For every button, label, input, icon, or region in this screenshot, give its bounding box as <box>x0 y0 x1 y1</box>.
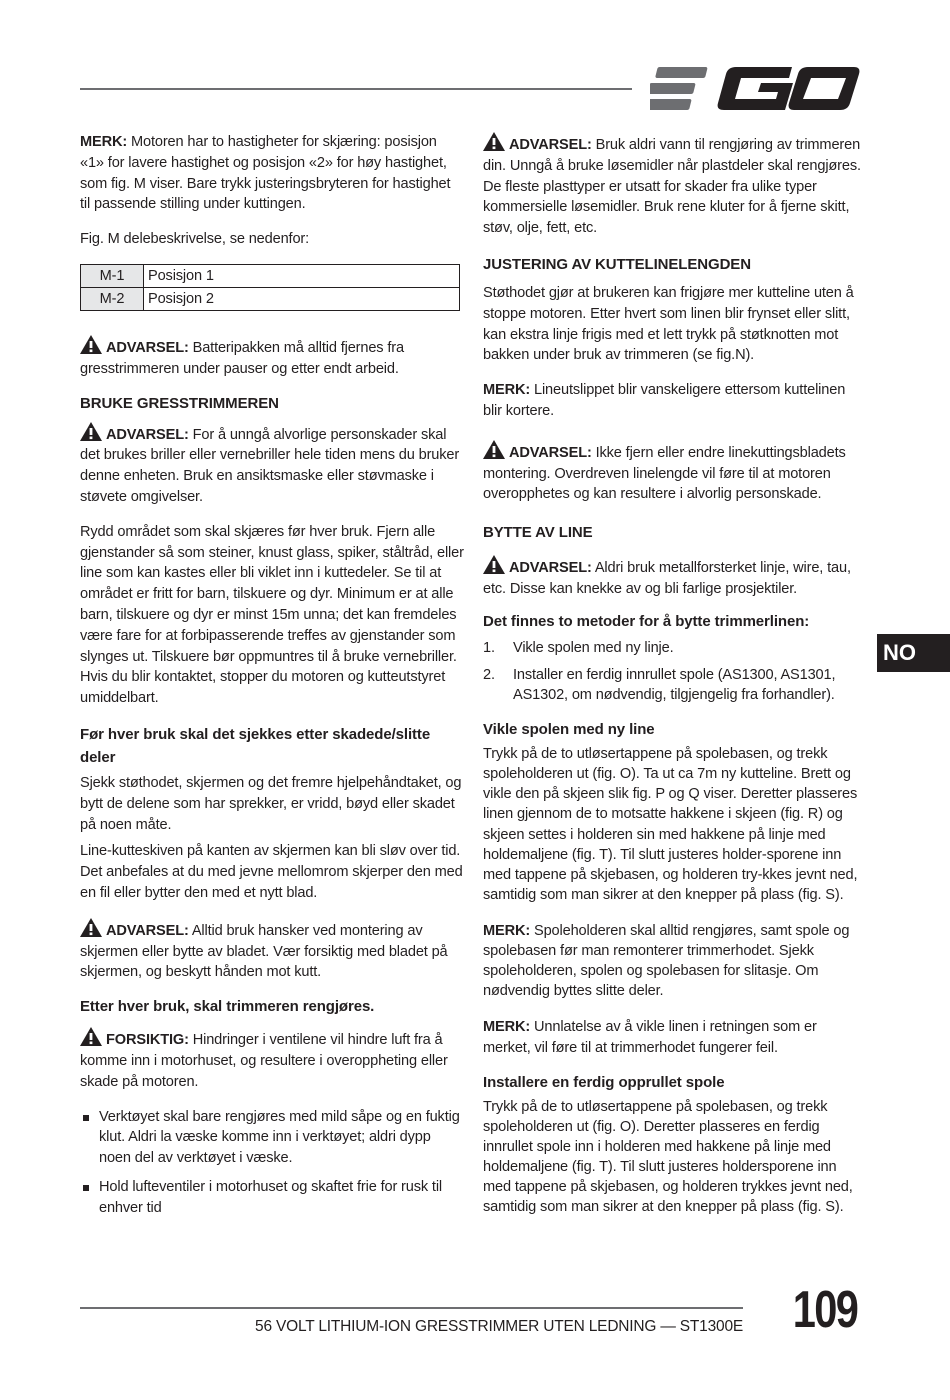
footer-rule <box>80 1307 743 1309</box>
part-code: M-1 <box>81 264 144 287</box>
fig-m-caption: Fig. M delebeskrivelse, se nedenfor: <box>80 231 310 248</box>
part-code: M-2 <box>81 287 144 310</box>
warning-triangle-icon <box>80 335 102 354</box>
warning-triangle-icon <box>483 132 505 151</box>
warning-label: ADVARSEL: <box>106 426 189 443</box>
footer-title: 56 VOLT LITHIUM-ION GRESSTRIMMER UTEN LEDNING — ST1300E <box>255 1318 743 1335</box>
section-heading: JUSTERING AV KUTTELINELENGDEN <box>483 255 751 273</box>
list-item <box>483 638 867 659</box>
warning-label: ADVARSEL: <box>509 444 592 461</box>
warning-triangle-icon <box>80 1027 102 1046</box>
left-column <box>80 132 464 1226</box>
warning-paragraph <box>483 132 867 239</box>
warning-triangle-icon <box>80 918 102 937</box>
parts-table <box>80 264 460 311</box>
methods-list <box>483 638 867 706</box>
cleaning-bullet-list <box>80 1107 464 1219</box>
note-text: Spoleholderen skal alltid rengjøres, samt spole og spolebasen før man remonterer trimmerhodet. Sjekk spoleholderen, spolen og spolebasen for slitasje. Om nødvendig byttes slitte deler. <box>483 922 850 1000</box>
body-paragraph: Rydd området som skal skjæres før hver bruk. Fjern alle gjenstander så som steiner, knust glass, spiker, ståltråd, eller line som kan kastes eller bli viklet inn i kuttedeler. Se til at området er fritt for barn, tilskuere og dyr. Minimum er at alle barn, tilskuere og dyr er minst 15m unna; det kan fremdeles være fare for at forbipasserende treffes av gjenstander som slynges ut. Tilskuere bør oppmuntres til å bruke vernebriller. Hvis du blir kontaktet, stopper du motoren og kutteutstyret umiddelbart. <box>80 523 464 707</box>
warning-paragraph <box>80 422 464 508</box>
list-item <box>483 665 867 707</box>
subsection-heading: Før hver bruk skal det sjekkes etter skadede/slitte deler <box>80 725 431 766</box>
note-text: Lineutslippet blir vanskeligere ettersom kuttelinen blir kortere. <box>483 382 846 419</box>
part-description: Posisjon 2 <box>144 287 460 310</box>
list-item-text: Vikle spolen med ny linje. <box>513 639 674 656</box>
note-paragraph <box>483 1017 867 1059</box>
warning-triangle-icon <box>483 555 505 574</box>
language-tab: NO <box>877 634 950 672</box>
body-paragraph: Støthodet gjør at brukeren kan frigjøre mer kutteline uten å stoppe motoren. Etter hvert som linen blir frynset eller slitt, kan ekstra linje frigis med et lett trykk på støtknotten mot bakken under bruk av trimmeren (se fig.N). <box>483 284 854 364</box>
section-heading: BRUKE GRESSTRIMMEREN <box>80 394 279 412</box>
note-paragraph <box>80 132 464 215</box>
note-label: MERK: <box>80 134 128 150</box>
note-paragraph <box>483 380 867 422</box>
subsection-heading: Vikle spolen med ny line <box>483 721 655 739</box>
body-paragraph: Trykk på de to utløsertappene på spolebasen, og trekk spoleholderen ut (fig. O). Ta ut ca 7m ny kutteline. Brett og vikle den på skjeen slik fig. P og Q viser. Deretter plasseres linen gjennom de to motsatte hakkene i skjeen (fig. R) og skjeen settes i holderen sin med hakkene på linje med holdemaljene (fig. T). Til slutt justeres holder-sporene inn med tappene på skjebasen, og holderen try-kkes jevnt ned, samtidig som man sikrer at den knepper på plass (fig. S). <box>483 746 858 903</box>
list-item: Verktøyet skal bare rengjøres med mild såpe og en fuktig klut. Aldri la væske komme inn i verktøyet; aldri dypp noen del av verktøyet i væske. <box>80 1107 464 1169</box>
warning-triangle-icon <box>483 440 505 459</box>
subsection-heading: Etter hver bruk, skal trimmeren rengjøres. <box>80 998 375 1016</box>
note-paragraph <box>483 921 867 1001</box>
header-rule <box>80 88 632 90</box>
warning-label: ADVARSEL: <box>106 339 189 356</box>
note-label: MERK: <box>483 1019 531 1036</box>
body-paragraph: Sjekk støthodet, skjermen og det fremre hjelpehåndtaket, og bytt de delene som har sprekker, er vridd, bøyd eller skadet på noen måte. <box>80 774 462 833</box>
section-heading: BYTTE AV LINE <box>483 524 593 542</box>
body-paragraph: Trykk på de to utløsertappene på spolebasen, og trekk spoleholderen ut (fig. O). Deretter plasseres en ferdig innrullet spole inn i holderen med hakkene på linje med holdemaljene (fig. T). Til slutt justeres holdersporene inn med tappene på skjebasen, og holderen trykkes jevnt ned, samtidig som man sikrer at den knepper på plass (fig. S). <box>483 1098 853 1216</box>
note-label: MERK: <box>483 382 531 399</box>
warning-text: For å unngå alvorlige personskader skal det brukes briller eller vernebriller hele tiden mens du bruker denne enheten. Bruk en ansiktsmaske eller støvmaske i støvete omgivelser. <box>80 426 460 505</box>
list-number: 1. <box>483 639 495 656</box>
list-number: 2. <box>483 666 495 683</box>
subsection-heading: Det finnes to metoder for å bytte trimmerlinen: <box>483 612 810 630</box>
warning-paragraph <box>80 335 464 380</box>
ego-logo <box>650 66 860 112</box>
warning-text: Bruk aldri vann til rengjøring av trimmeren din. Unngå å bruke løsemidler når plastdeler skal rengjøres. De fleste plasttyper er utsatt for skader fra ulike typer kommersielle løsemidler. Bruk rene kluter for å fjerne skitt, støv, olje, fett, etc. <box>483 137 861 237</box>
warning-label: ADVARSEL: <box>509 560 592 577</box>
table-row <box>81 264 460 287</box>
note-text: Unnlatelse av å vikle linen i retningen som er merket, vil føre til at trimmerhodet fungerer feil. <box>483 1019 817 1057</box>
warning-triangle-icon <box>80 422 102 441</box>
list-item: Hold lufteventiler i motorhuset og skaftet frie for rusk til enhver tid <box>80 1177 464 1219</box>
body-paragraph: Line-kutteskiven på kanten av skjermen kan bli sløv over tid. Det anbefales at du med jevne mellomrom skjerper den med en fil eller bytter den med et nytt blad. <box>80 843 463 901</box>
warning-text: Aldri bruk metallforsterket linje, wire, tau, etc. Disse kan knekke av og bli farlige prosjektiler. <box>483 560 851 597</box>
caution-label: FORSIKTIG: <box>106 1032 189 1049</box>
warning-text: Ikke fjern eller endre linekuttingsbladets montering. Overdreven linelengde vil føre til at motoren overopphetes og kan resultere i alvorlig personskade. <box>483 444 846 503</box>
right-column <box>483 132 867 1231</box>
subsection-heading: Installere en ferdig opprullet spole <box>483 1073 725 1091</box>
warning-paragraph <box>483 440 867 505</box>
page-number: 109 <box>792 1281 858 1339</box>
warning-paragraph <box>483 555 867 600</box>
warning-label: ADVARSEL: <box>106 922 189 939</box>
part-description: Posisjon 1 <box>144 264 460 287</box>
note-label: MERK: <box>483 922 531 939</box>
warning-label: ADVARSEL: <box>509 137 592 153</box>
note-text: Motoren har to hastigheter for skjæring: posisjon «1» for lavere hastighet og posisjon «2» for høy hastighet, som fig. M viser. Bare trykk justeringsbryteren for hastighet til passende stilling under kuttingen. <box>80 134 451 213</box>
table-row <box>81 287 460 310</box>
list-item-text: Installer en ferdig innrullet spole (AS1300, AS1301, AS1302, om nødvendig, tilgjengelig fra forhandler). <box>513 666 836 704</box>
warning-paragraph <box>80 918 464 983</box>
caution-paragraph <box>80 1027 464 1092</box>
warning-text: Alltid bruk hansker ved montering av skjermen eller bytte av bladet. Vær forsiktig med bladet på skjermen, og beskytt hånden mot kutt. <box>80 922 448 981</box>
warning-text: Batteripakken må alltid fjernes fra gresstrimmeren under pauser og etter endt arbeid. <box>80 339 404 377</box>
caution-text: Hindringer i ventilene vil hindre luft fra å komme inn i motorhuset, og resultere i overoppheting eller skade på motoren. <box>80 1032 448 1090</box>
